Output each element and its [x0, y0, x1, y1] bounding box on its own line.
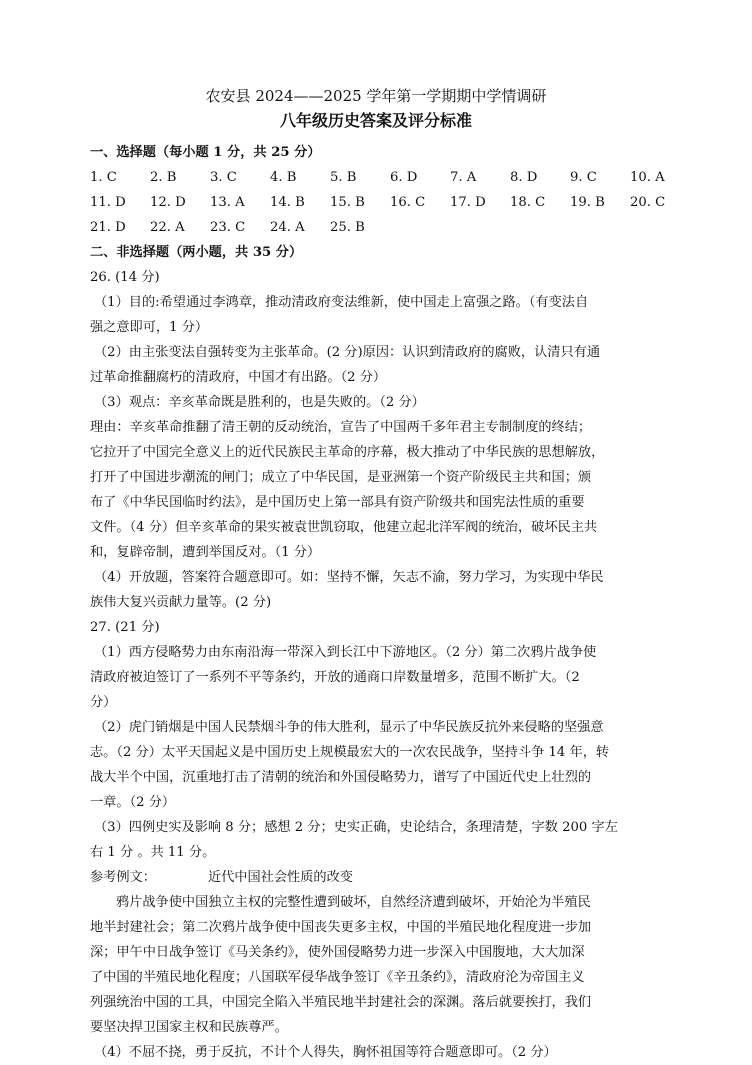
- mc-answer: 1. C: [90, 170, 117, 185]
- answer-line: 一章。（2 分）: [90, 795, 176, 810]
- mc-answer: 14. B: [270, 195, 305, 210]
- mc-answer: 19. B: [570, 195, 605, 210]
- mc-answer: 2. B: [150, 170, 177, 185]
- answer-line: 右 1 分 。共 11 分。: [90, 845, 216, 860]
- mc-answer: 13. A: [210, 195, 245, 210]
- mc-answer: 4. B: [270, 170, 297, 185]
- essay-line: 深；甲午中日战争签订《马关条约》，使外国侵略势力进一步深入中国腹地，大大加深: [90, 945, 585, 960]
- mc-answer: 15. B: [330, 195, 365, 210]
- essay-line: 列强统治中国的工具，中国完全陷入半殖民地半封建社会的深渊。落后就要挨打，我们: [90, 995, 592, 1010]
- answer-line: 布了《中华民国临时约法》，是中国历史上第一部具有资产阶级共和国宪法性质的重要: [90, 495, 585, 510]
- mc-answer: 17. D: [450, 195, 486, 210]
- answer-line: 打开了中国进步潮流的闸门；成立了中华民国，是亚洲第一个资产阶级民主共和国；颁: [90, 470, 592, 485]
- mc-answer: 9. C: [570, 170, 597, 185]
- answer-line: （3）四例史实及影响 8 分；感想 2 分；史实正确，史论结合，条理清楚，字数 200 字左: [94, 820, 618, 835]
- answer-line: （4）不屈不挠，勇于反抗，不计个人得失，胸怀祖国等符合题意即可。（2 分）: [94, 1045, 557, 1060]
- essay-line: 鸦片战争使中国独立主权的完整性遭到破坏，自然经济遭到破坏，开始沦为半殖民: [116, 895, 591, 910]
- answer-line: 分）: [90, 695, 117, 710]
- section1-heading: 一、选择题（每小题 1 分，共 25 分）: [90, 145, 321, 160]
- answer-line: 强之意即可，1 分）: [90, 320, 209, 335]
- document-title: 农安县 2024——2025 学年第一学期期中学情调研: [205, 87, 547, 105]
- essay-line: 了中国的半殖民地化程度；八国联军侵华战争签订《辛丑条约》，清政府沦为帝国主义: [90, 970, 585, 985]
- answer-line: （1）西方侵略势力由东南沿海一带深入到长江中下游地区。（2 分）第二次鸦片战争使: [94, 645, 597, 660]
- mc-answer: 6. D: [390, 170, 418, 185]
- answer-line: （1）目的:希望通过李鸿章，推动清政府变法维新，使中国走上富强之路。（有变法自: [94, 295, 589, 310]
- answer-line: 理由：辛亥革命推翻了清王朝的反动统治，宣告了中国两千多年君主专制制度的终结；: [90, 420, 592, 435]
- answer-line: 文件。（4 分）但辛亥革命的果实被袁世凯窃取，他建立起北洋军阀的统治，破坏民主共: [90, 520, 598, 535]
- essay-heading: [90, 865, 690, 890]
- mc-answer: 21. D: [90, 220, 126, 235]
- mc-answer: 5. B: [330, 170, 357, 185]
- question-number: 27. (21 分): [90, 620, 160, 635]
- mc-answer-row: [90, 190, 690, 215]
- mc-answer: 8. D: [510, 170, 538, 185]
- answer-line: （3）观点：辛亥革命既是胜利的，也是失败的。（2 分）: [94, 395, 425, 410]
- mc-answer-row: [90, 215, 690, 240]
- answer-line: 过革命推翻腐朽的清政府，中国才有出路。（2 分）: [90, 370, 387, 385]
- mc-answer: 22. A: [150, 220, 185, 235]
- mc-answer-row: [90, 165, 690, 190]
- essay-label: 参考例文：: [90, 870, 156, 885]
- answer-line: 清政府被迫签订了一系列不平等条约，开放的通商口岸数量增多，范围不断扩大。（2: [90, 670, 580, 685]
- answer-line: （2）虎门销烟是中国人民禁烟斗争的伟大胜利，显示了中华民族反抗外来侵略的坚强意: [94, 720, 604, 735]
- mc-answer: 7. A: [450, 170, 477, 185]
- mc-answer: 20. C: [630, 195, 666, 210]
- mc-answer: 12. D: [150, 195, 186, 210]
- answer-line: （4）开放题，答案符合题意即可。如：坚持不懈，矢志不渝，努力学习，为实现中华民: [94, 570, 604, 585]
- answer-line: 战大半个中国，沉重地打击了清朝的统治和外国侵略势力，谱写了中国近代史上壮烈的: [90, 770, 592, 785]
- mc-answer: 18. C: [510, 195, 546, 210]
- section2-heading: 二、非选择题（两小题，共 35 分）: [90, 245, 303, 260]
- answer-line: 族伟大复兴贡献力量等。(2 分): [90, 595, 272, 610]
- mc-answer: 3. C: [210, 170, 237, 185]
- mc-answer: 11. D: [90, 195, 126, 210]
- essay-line: 地半封建社会；第二次鸦片战争使中国丧失更多主权，中国的半殖民地化程度进一步加: [90, 920, 592, 935]
- mc-answer: 23. C: [210, 220, 246, 235]
- essay-title: 近代中国社会性质的改变: [207, 870, 353, 885]
- question-number: 26. (14 分): [90, 270, 160, 285]
- mc-answer: 25. B: [330, 220, 365, 235]
- answer-line: （2）由主张变法自强转变为主张革命。(2 分)原因：认识到清政府的腐败，认清只有通: [94, 345, 601, 360]
- document-body: [90, 140, 690, 1065]
- document-subtitle: 八年级历史答案及评分标准: [279, 111, 472, 130]
- mc-answer: 16. C: [390, 195, 426, 210]
- answer-line: 它拉开了中国完全意义上的近代民族民主革命的序幕，极大推动了中华民族的思想解放，: [90, 445, 605, 460]
- answer-line: 和，复辟帝制，遭到举国反对。（1 分）: [90, 545, 321, 560]
- essay-line: 要坚决捍卫国家主权和民族尊严。: [90, 1020, 288, 1035]
- answer-line: 志。（2 分）太平天国起义是中国历史上规模最宏大的一次农民战争，坚持斗争 14 年，转: [90, 745, 610, 760]
- mc-answer: 24. A: [270, 220, 305, 235]
- mc-answer: 10. A: [630, 170, 665, 185]
